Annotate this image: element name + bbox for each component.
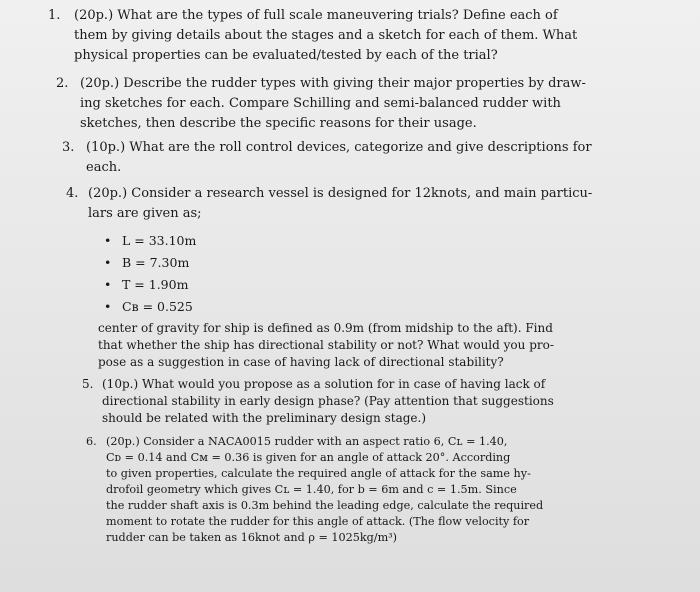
question-text-line: lars are given as; (88, 206, 202, 221)
question-2 (56, 74, 686, 134)
question-text-line: ing sketches for each. Compare Schilling and semi-balanced rudder with (80, 96, 561, 111)
list-item: • Cʙ = 0.525 (104, 299, 193, 314)
question-text-line: sketches, then describe the specific reasons for their usage. (80, 116, 477, 131)
list-item: • B = 7.30m (104, 255, 190, 270)
question-text-line: physical properties can be evaluated/tested by each of the trial? (74, 48, 498, 63)
question-text-line: (20p.) What are the types of full scale maneuvering trials? Define each of (74, 8, 558, 23)
question-5 (82, 376, 682, 427)
question-text-line: Cᴅ = 0.14 and Cᴍ = 0.36 is given for an angle of attack 20°. According (106, 451, 511, 464)
question-text-line: that whether the ship has directional stability or not? What would you pro- (98, 338, 554, 352)
question-number: 4. (66, 186, 79, 201)
question-text-line: (20p.) Consider a NACA0015 rudder with an aspect ratio 6, Cʟ = 1.40, (106, 435, 508, 448)
question-text-line: drofoil geometry which gives Cʟ = 1.40, for b = 6m and c = 1.5m. Since (106, 483, 517, 496)
question-text-line: directional stability in early design phase? (Pay attention that suggestions (102, 394, 554, 408)
question-text-line: center of gravity for ship is defined as 0.9m (from midship to the aft). Find (98, 321, 553, 335)
question-text-line: pose as a suggestion in case of having lack of directional stability? (98, 355, 504, 369)
list-item: • L = 33.10m (104, 233, 197, 248)
question-4 (66, 184, 676, 224)
question-text-line: rudder can be taken as 16knot and ρ = 1025kg/m³) (106, 531, 398, 544)
question-text-line: (10p.) What would you propose as a solution for in case of having lack of (102, 377, 546, 391)
question-text-line: should be related with the preliminary design stage.) (102, 411, 427, 425)
question-text-line: (20p.) Describe the rudder types with giving their major properties by draw- (80, 76, 586, 91)
question-text-line: the rudder shaft axis is 0.3m behind the leading edge, calculate the required (106, 499, 544, 512)
question-text-line: them by giving details about the stages and a sketch for each of them. What (74, 28, 578, 43)
question-3 (62, 138, 682, 178)
question-text-line: (20p.) Consider a research vessel is designed for 12knots, and main particu- (88, 186, 593, 201)
question-1 (48, 6, 688, 66)
question-number: 2. (56, 76, 69, 91)
question-number: 5. (82, 377, 94, 391)
question-number: 3. (62, 140, 75, 155)
question-text-line: each. (86, 160, 122, 175)
question-4-continuation (98, 320, 678, 371)
question-6 (86, 434, 686, 546)
question-text-line: (10p.) What are the roll control devices, categorize and give descriptions for (86, 140, 592, 155)
ship-particulars-list (104, 230, 196, 318)
list-item: • T = 1.90m (104, 277, 189, 292)
question-number: 6. (86, 435, 97, 448)
question-text-line: to given properties, calculate the required angle of attack for the same hy- (106, 467, 531, 480)
question-text-line: moment to rotate the rudder for this angle of attack. (The flow velocity for (106, 515, 530, 528)
question-number: 1. (48, 8, 61, 23)
